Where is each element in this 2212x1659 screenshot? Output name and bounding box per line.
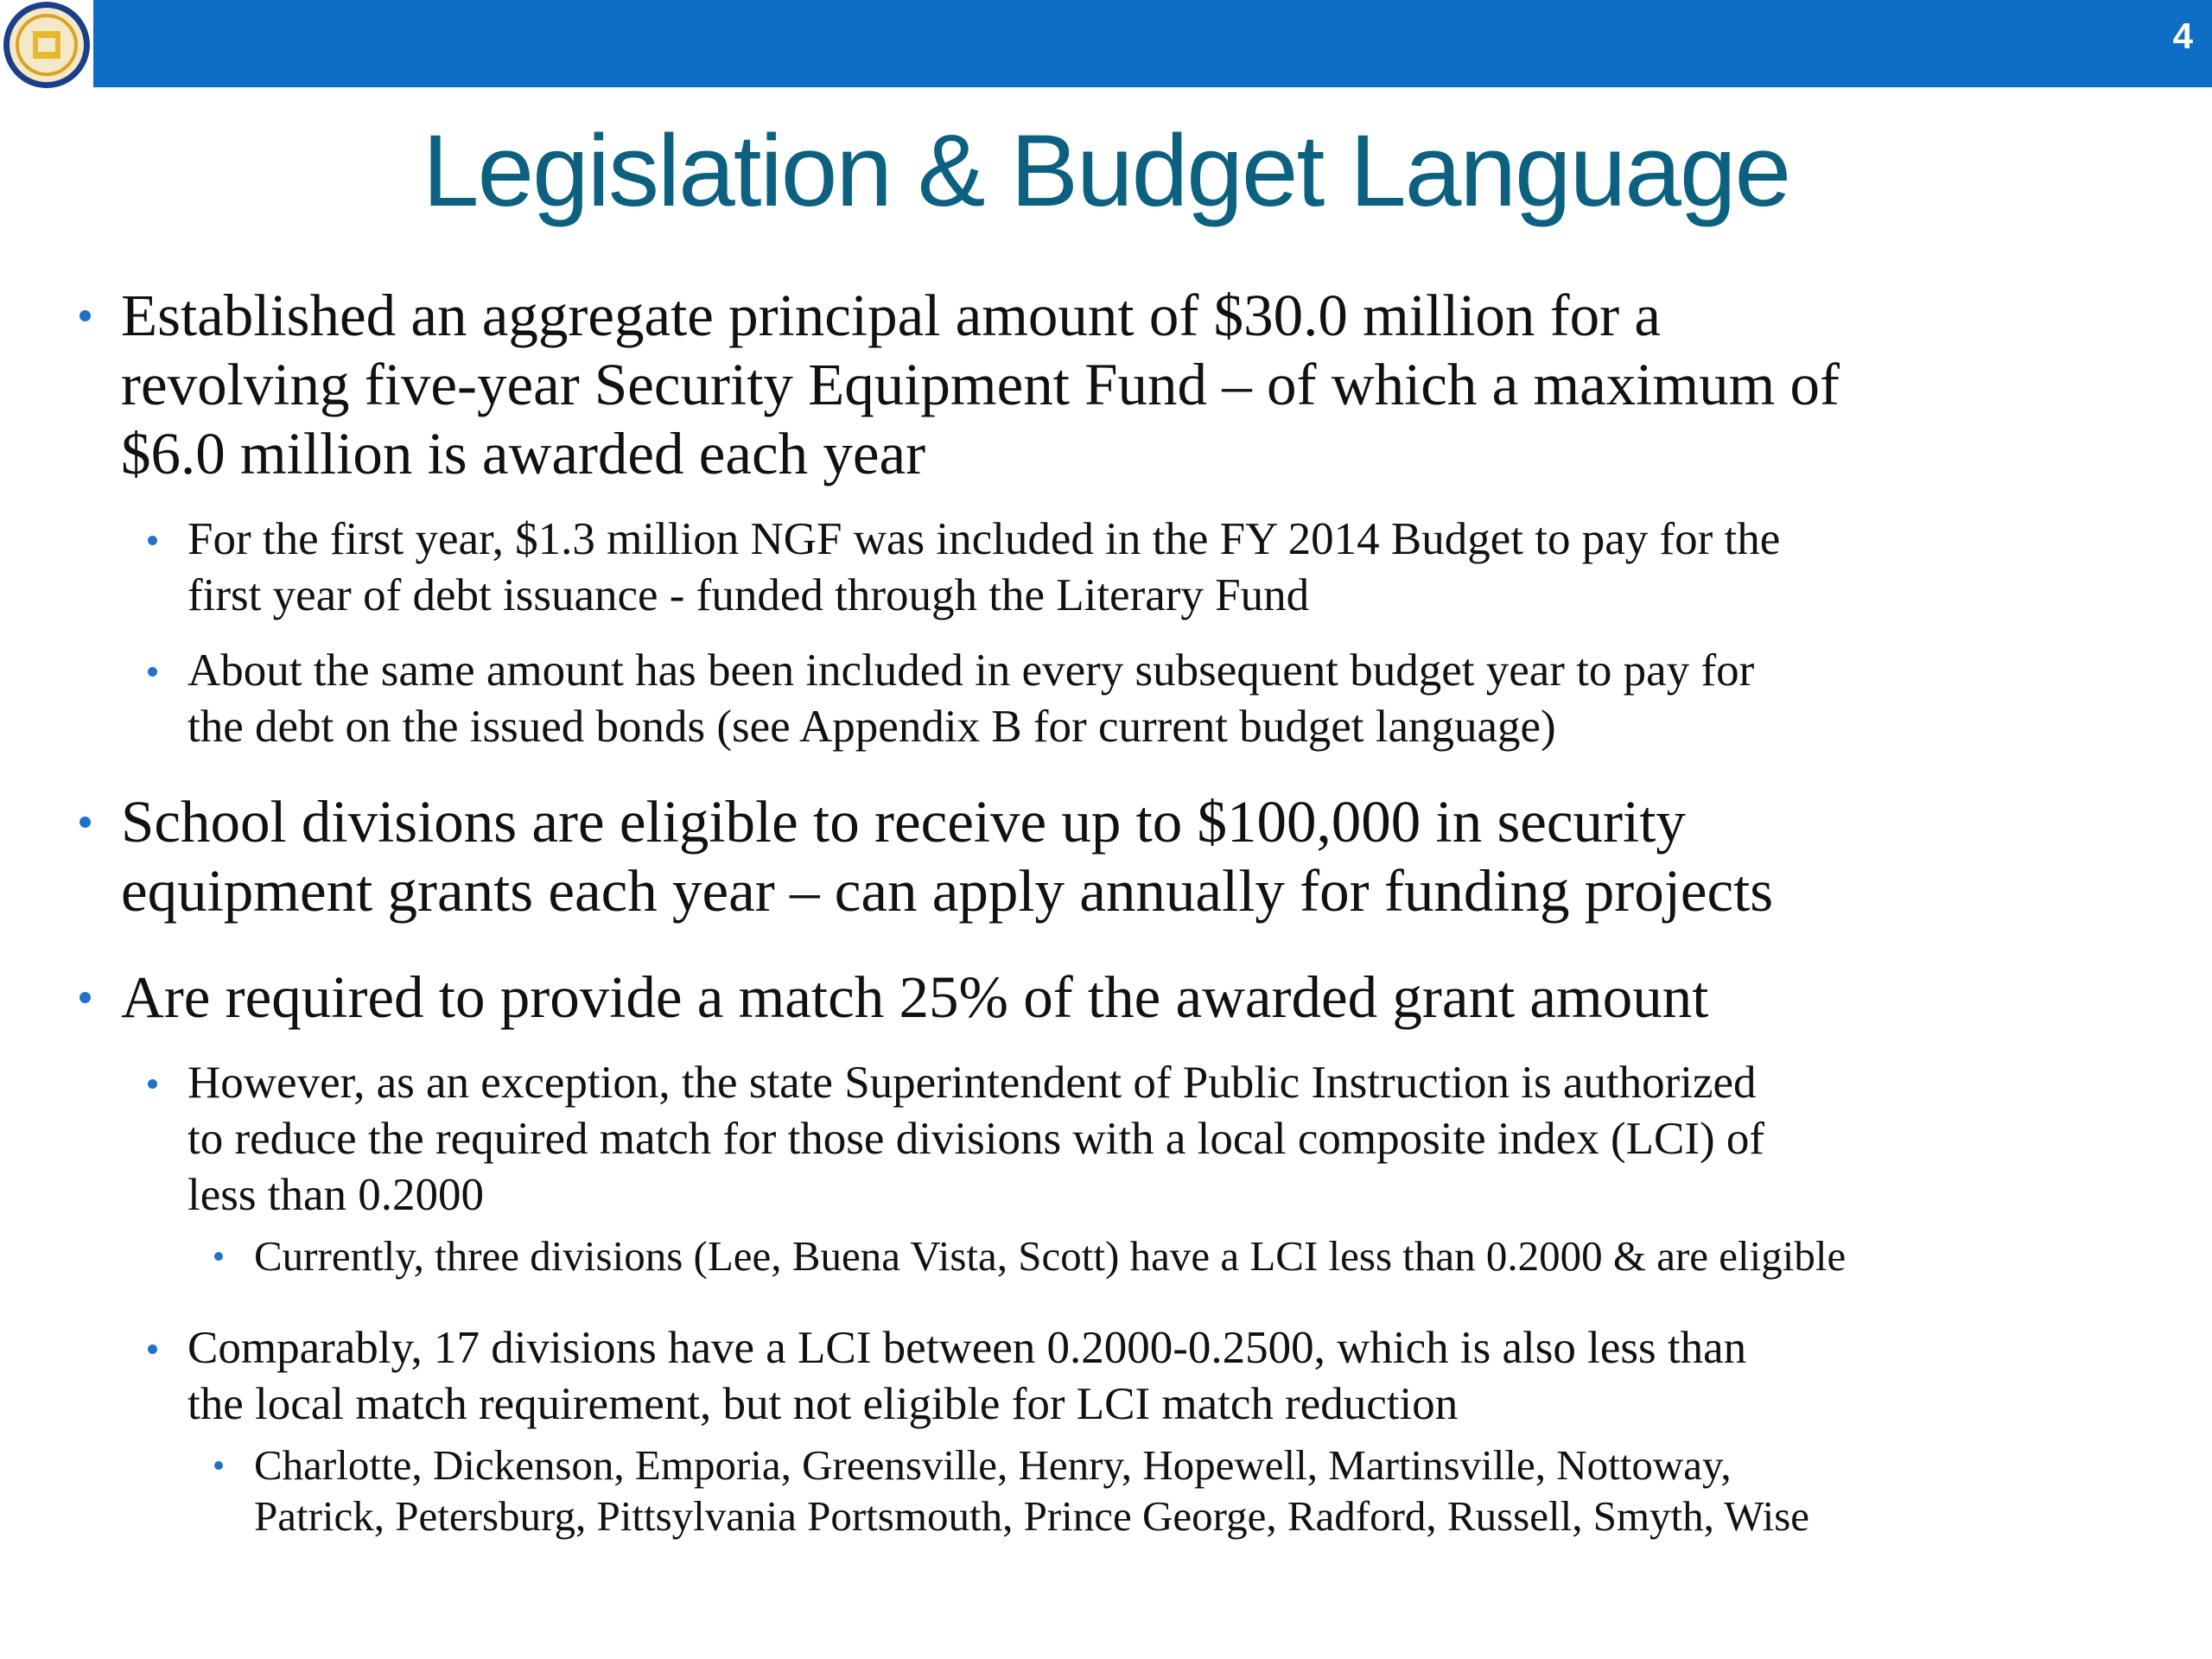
bullet-match-requirement xyxy=(121,963,1708,1032)
bullet-eligibility xyxy=(121,787,1773,925)
bullet-icon xyxy=(79,817,91,828)
text-line: Comparably, 17 divisions have a LCI between 0.2000-0.2500, which is also less than xyxy=(188,1323,1747,1373)
bullet-exception xyxy=(188,1055,1764,1224)
text-line: However, as an exception, the state Superintendent of Public Instruction is authorized xyxy=(188,1058,1757,1108)
text-line: Are required to provide a match 25% of the awarded grant amount xyxy=(121,964,1709,1030)
text-line: the debt on the issued bonds (see Appendix B for current budget language) xyxy=(188,702,1556,752)
page-number: 4 xyxy=(2172,16,2193,56)
text-line: Patrick, Petersburg, Pittsylvania Portsmouth, Prince George, Radford, Russell, Smyth, Wise xyxy=(254,1492,1810,1540)
bullet-icon xyxy=(148,1344,157,1354)
text-line: School divisions are eligible to receive up to $100,000 in security xyxy=(121,789,1686,855)
text-line: revolving five-year Security Equipment Fund – of which a maximum of xyxy=(121,352,1840,417)
bullet-icon xyxy=(148,667,157,677)
text-line: equipment grants each year – can apply annually for funding projects xyxy=(121,858,1774,924)
bullet-subsequent-years xyxy=(188,643,1754,755)
text-line: first year of debt issuance - funded through the Literary Fund xyxy=(188,570,1310,620)
bullet-icon xyxy=(148,1079,157,1089)
text-line: For the first year, $1.3 million NGF was included in the FY 2014 Budget to pay for the xyxy=(188,514,1781,564)
bullet-fund-amount xyxy=(121,281,1840,488)
page-title: Legislation & Budget Language xyxy=(422,114,1790,228)
text-line: to reduce the required match for those divisions with a local composite index (LCI) of xyxy=(188,1114,1765,1164)
bullet-comparably xyxy=(188,1320,1746,1433)
text-line: less than 0.2000 xyxy=(188,1170,484,1220)
state-seal-logo-icon xyxy=(2,0,92,90)
text-line: Charlotte, Dickenson, Emporia, Greensville, Henry, Hopewell, Martinsville, Nottoway, xyxy=(254,1441,1732,1489)
bullet-icon xyxy=(148,536,157,545)
bullet-icon xyxy=(79,992,91,1003)
bullet-eligible-divisions xyxy=(254,1230,1846,1281)
text-line: Established an aggregate principal amount of $30.0 million for a xyxy=(121,283,1662,348)
header-bar xyxy=(93,0,2212,87)
bullet-first-year xyxy=(188,512,1780,624)
bullet-icon xyxy=(214,1252,223,1261)
text-line: About the same amount has been included in every subsequent budget year to pay for xyxy=(188,645,1755,696)
bullet-division-list xyxy=(254,1440,1809,1541)
bullet-icon xyxy=(79,310,91,321)
text-line: $6.0 million is awarded each year xyxy=(121,421,926,486)
text-line: Currently, three divisions (Lee, Buena Vista, Scott) have a LCI less than 0.2000 & are eligible xyxy=(254,1232,1847,1280)
text-line: the local match requirement, but not eligible for LCI match reduction xyxy=(188,1379,1459,1429)
bullet-icon xyxy=(214,1461,223,1470)
